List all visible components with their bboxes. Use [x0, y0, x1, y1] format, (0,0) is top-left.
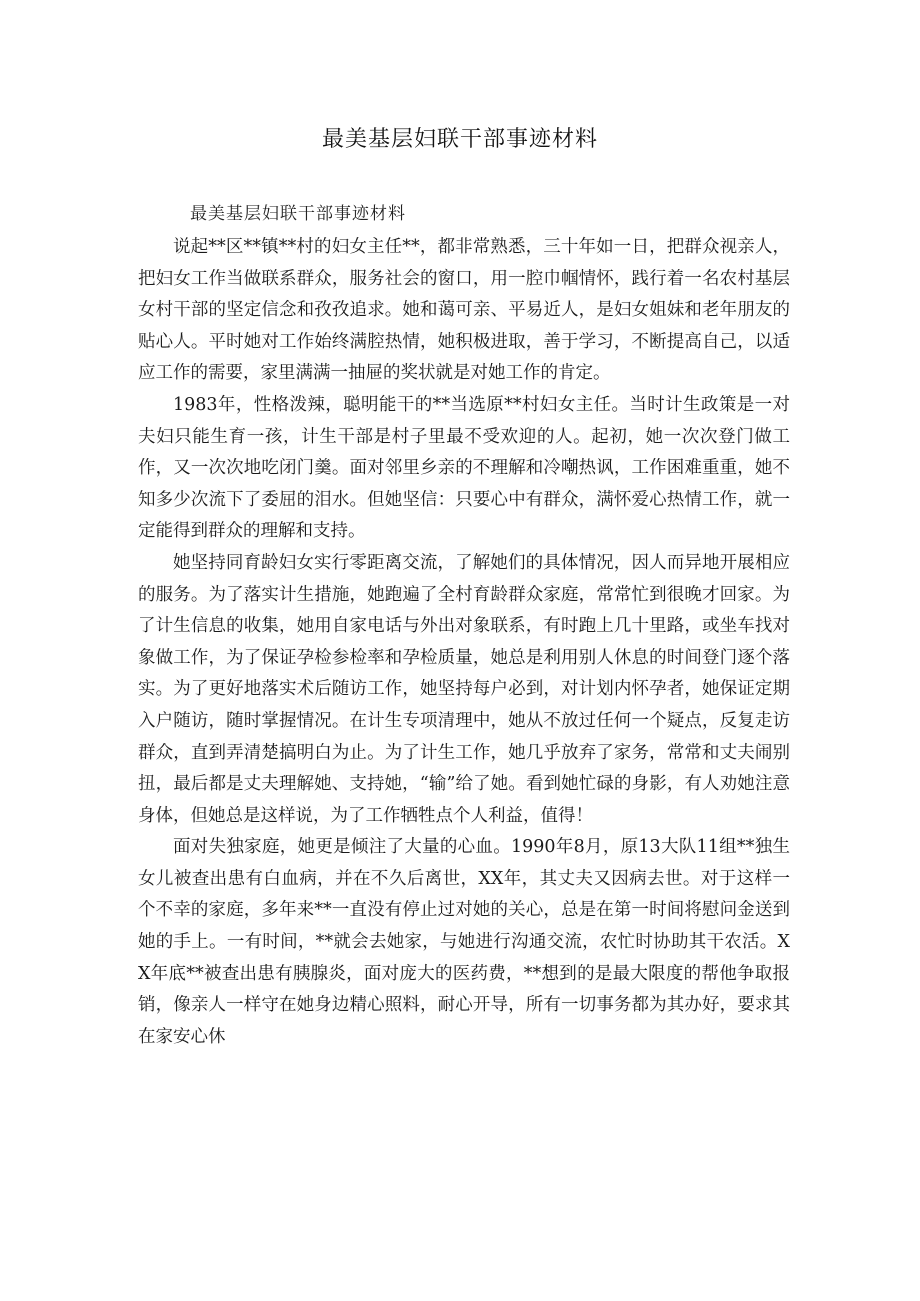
document-subtitle: 最美基层妇联干部事迹材料	[190, 204, 406, 224]
paragraph-3: 她坚持同育龄妇女实行零距离交流，了解她们的具体情况，因人而异地开展相应的服务。为了落实计生措施，她跑遍了全村育龄群众家庭，常常忙到很晚才回家。为了计生信息的收集，她用自家电话与外出对象联系，有时跑上几十里路，或坐车找对象做工作，为了保证孕检参检率和孕检质量，她总是利用别人休息的时间登门逐个落实。为了更好地落实术后随访工作，她坚持每户必到，对计划内怀孕者，她保证定期入户随访，随时掌握情况。在计生专项清理中，她从不放过任何一个疑点，反复走访群众，直到弄清楚搞明白为止。为了计生工作，她几乎放弃了家务，常常和丈夫闹别扭，最后都是丈夫理解她、支持她，“输”给了她。看到她忙碌的身影，有人劝她注意身体，但她总是这样说，为了工作牺牲点个人利益，值得！	[138, 552, 790, 826]
paragraph-4: 面对失独家庭，她更是倾注了大量的心血。1990年8月，原13大队11组**独生女儿被查出患有白血病，并在不久后离世，XX年，其丈夫又因病去世。对于这样一个不幸的家庭，多年来**一直没有停止过对她的关心，总是在第一时间将慰问金送到她的手上。一有时间，**就会去她家，与她进行沟通交流，农忙时协助其干农活。XX年底**被查出患有胰腺炎，面对庞大的医药费，**想到的是最大限度的帮他争取报销，像亲人一样守在她身边精心照料，耐心开导，所有一切事务都为其办好，要求其在家安心休	[138, 837, 790, 1047]
paragraph-1: 说起**区**镇**村的妇女主任**，都非常熟悉，三十年如一日，把群众视亲人，把妇女工作当做联系群众，服务社会的窗口，用一腔巾帼情怀，践行着一名农村基层女村干部的坚定信念和孜孜追求。她和蔼可亲、平易近人，是妇女姐妹和老年朋友的贴心人。平时她对工作始终满腔热情，她积极进取，善于学习，不断提高自己，以适应工作的需要，家里满满一抽屉的奖状就是对她工作的肯定。	[138, 237, 790, 384]
document-body	[138, 232, 790, 1053]
paragraph-2: 1983年，性格泼辣，聪明能干的**当选原**村妇女主任。当时计生政策是一对夫妇只能生育一孩，计生干部是村子里最不受欢迎的人。起初，她一次次登门做工作，又一次次地吃闭门羹。面对邻里乡亲的不理解和冷嘲热讽，工作困难重重，她不知多少次流下了委屈的泪水。但她坚信：只要心中有群众，满怀爱心热情工作，就一定能得到群众的理解和支持。	[138, 394, 790, 542]
document-title: 最美基层妇联干部事迹材料	[321, 127, 598, 152]
